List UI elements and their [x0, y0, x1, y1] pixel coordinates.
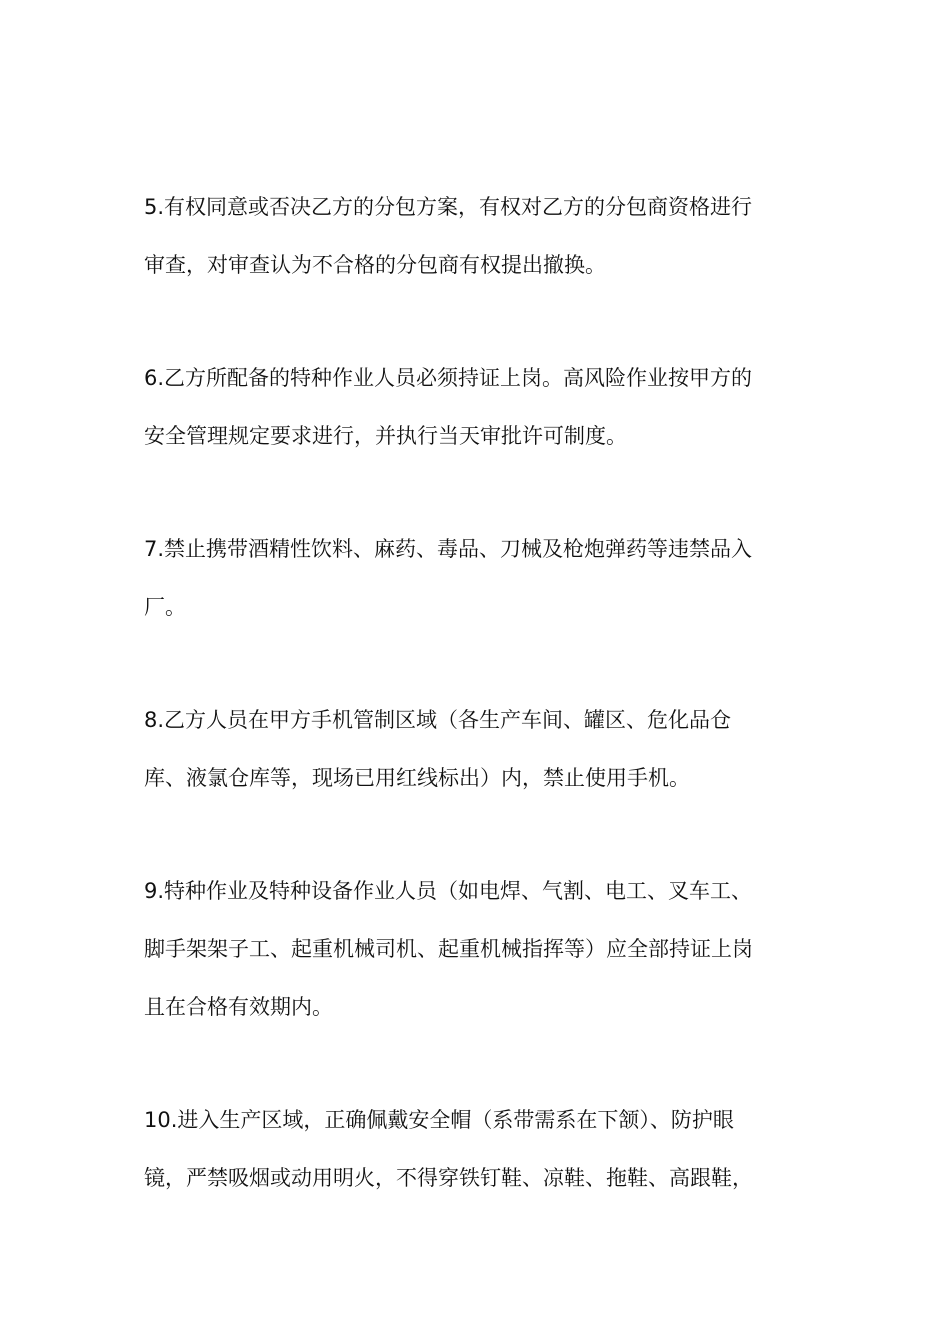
- paragraph-line: 7.禁止携带酒精性饮料、麻药、毒品、刀械及枪炮弹药等违禁品入: [144, 537, 753, 561]
- paragraph-item-7: [144, 520, 804, 636]
- paragraph-line: 库、液氯仓库等，现场已用红线标出）内，禁止使用手机。: [144, 766, 690, 790]
- paragraph-line: 10.进入生产区域，正确佩戴安全帽（系带需系在下颔）、防护眼: [144, 1108, 734, 1132]
- paragraph-item-5: [144, 178, 804, 294]
- paragraph-line: 审查，对审查认为不合格的分包商有权提出撤换。: [144, 253, 606, 277]
- paragraph-line: 镜，严禁吸烟或动用明火，不得穿铁钉鞋、凉鞋、拖鞋、高跟鞋，: [144, 1166, 753, 1190]
- paragraph-line: 8.乙方人员在甲方手机管制区域（各生产车间、罐区、危化品仓: [144, 708, 732, 732]
- paragraph-line: 6.乙方所配备的特种作业人员必须持证上岗。高风险作业按甲方的: [144, 366, 753, 390]
- paragraph-item-9: [144, 862, 804, 1036]
- document-body: [144, 178, 804, 1262]
- paragraph-line: 且在合格有效期内。: [144, 995, 333, 1019]
- paragraph-line: 5.有权同意或否决乙方的分包方案，有权对乙方的分包商资格进行: [144, 195, 753, 219]
- paragraph-item-8: [144, 691, 804, 807]
- paragraph-line: 脚手架架子工、起重机械司机、起重机械指挥等）应全部持证上岗: [144, 937, 753, 961]
- paragraph-item-10: [144, 1091, 804, 1207]
- paragraph-item-6: [144, 349, 804, 465]
- paragraph-line: 9.特种作业及特种设备作业人员（如电焊、气割、电工、叉车工、: [144, 879, 753, 903]
- paragraph-line: 安全管理规定要求进行，并执行当天审批许可制度。: [144, 424, 627, 448]
- paragraph-line: 厂。: [144, 595, 186, 619]
